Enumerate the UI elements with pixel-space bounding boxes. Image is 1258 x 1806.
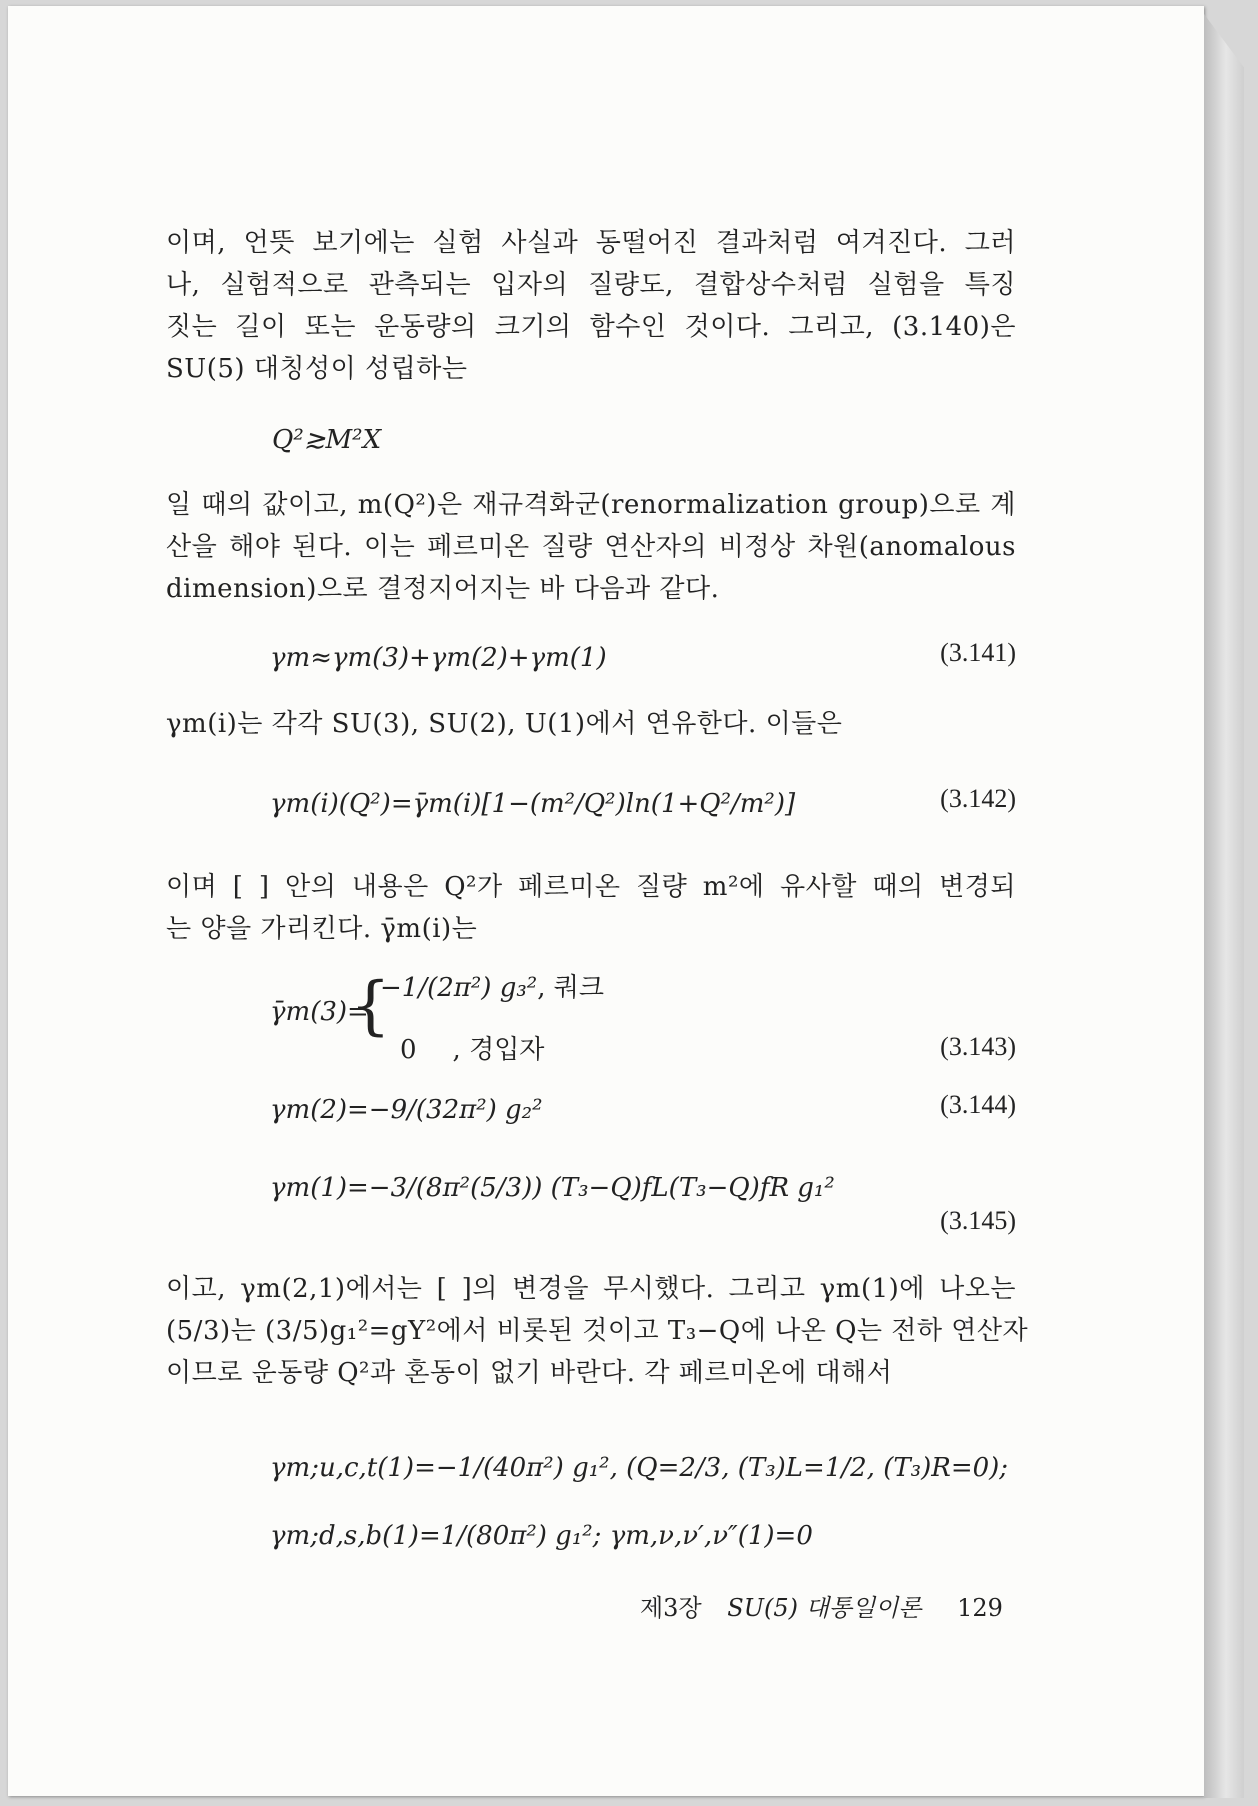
equation-gamma-d-s-b: γm;d,s,b(1)=1/(80π²) g₁²; γm,ν,ν′,ν″(1)=0 — [270, 1521, 813, 1551]
equation-gamma-u-c-t: γm;u,c,t(1)=−1/(40π²) g₁², (Q=2/3, (T₃)L=1/2, (T₃)R=0); — [270, 1453, 1009, 1483]
equation-3-145: γm(1)=−3/(8π²(5/3)) (T₃−Q)fL(T₃−Q)fR g₁² — [270, 1173, 835, 1203]
equation-3-143-case-1 — [380, 968, 604, 1008]
brace-symbol: { — [350, 969, 391, 1043]
equation-3-143-case-2 — [400, 1030, 544, 1070]
paragraph-5 — [166, 1268, 1029, 1394]
paragraph-4 — [166, 866, 1016, 950]
paragraph-2 — [166, 484, 1016, 610]
text-line: 나, 실험적으로 관측되는 입자의 질량도, 결합상수처럼 실험을 특징 — [166, 270, 1016, 300]
chapter-label: 제3장 — [640, 1594, 702, 1622]
case-expression: 0 — [400, 1035, 417, 1065]
text-line: (5/3)는 (3/5)g₁²=gY²에서 비롯된 것이고 T₃−Q에 나온 Q는 전하 연산자 — [166, 1316, 1029, 1346]
paragraph-1 — [166, 222, 1016, 390]
equation-number: (3.142) — [940, 784, 1016, 813]
text-line: γm(i)는 각각 SU(3), SU(2), U(1)에서 연유한다. 이들은 — [166, 709, 843, 739]
page-footer — [640, 1588, 1003, 1623]
equation-3-142: γm(i)(Q²)=γ̄m(i)[1−(m²/Q²)ln(1+Q²/m²)] — [270, 789, 796, 819]
text-line: 산을 해야 된다. 이는 페르미온 질량 연산자의 비정상 차원(anomalous — [166, 532, 1016, 562]
case-label: , 경입자 — [452, 1035, 545, 1065]
page-number: 129 — [957, 1594, 1003, 1622]
equation-number: (3.143) — [940, 1032, 1016, 1061]
equation-3-144: γm(2)=−9/(32π²) g₂² — [270, 1095, 543, 1125]
condition-equation: Q²≳M²X — [272, 425, 382, 455]
text-line: 이고, γm(2,1)에서는 [ ]의 변경을 무시했다. 그리고 γm(1)에 나오는 — [166, 1274, 1016, 1304]
text-line: 이므로 운동량 Q²과 혼동이 없기 바란다. 각 페르미온에 대해서 — [166, 1358, 893, 1388]
case-expression: −1/(2π²) g₃² — [380, 973, 538, 1003]
case-label: , 쿼크 — [537, 973, 604, 1003]
chapter-title: SU(5) 대통일이론 — [727, 1594, 922, 1622]
text-line: 이며 [ ] 안의 내용은 Q²가 페르미온 질량 m²에 유사할 때의 변경되 — [166, 872, 1016, 902]
text-line: dimension)으로 결정지어지는 바 다음과 같다. — [166, 574, 720, 604]
text-line: 는 양을 가리킨다. γ̄m(i)는 — [166, 914, 478, 944]
text-line: 이며, 언뜻 보기에는 실험 사실과 동떨어진 결과처럼 여겨진다. 그러 — [166, 228, 1016, 258]
text-line: SU(5) 대칭성이 성립하는 — [166, 354, 468, 384]
equation-3-141: γm≈γm(3)+γm(2)+γm(1) — [270, 643, 607, 673]
text-line: 짓는 길이 또는 운동량의 크기의 함수인 것이다. 그리고, (3.140)은 — [166, 312, 1016, 342]
equation-3-143-lhs: γ̄m(3)= — [270, 997, 369, 1027]
equation-number: (3.141) — [940, 638, 1016, 667]
equation-number: (3.145) — [940, 1206, 1016, 1235]
paragraph-3 — [166, 703, 1016, 745]
page-edge — [1204, 14, 1244, 1798]
text-line: 일 때의 값이고, m(Q²)은 재규격화군(renormalization group)으로 계 — [166, 490, 1016, 520]
equation-number: (3.144) — [940, 1090, 1016, 1119]
